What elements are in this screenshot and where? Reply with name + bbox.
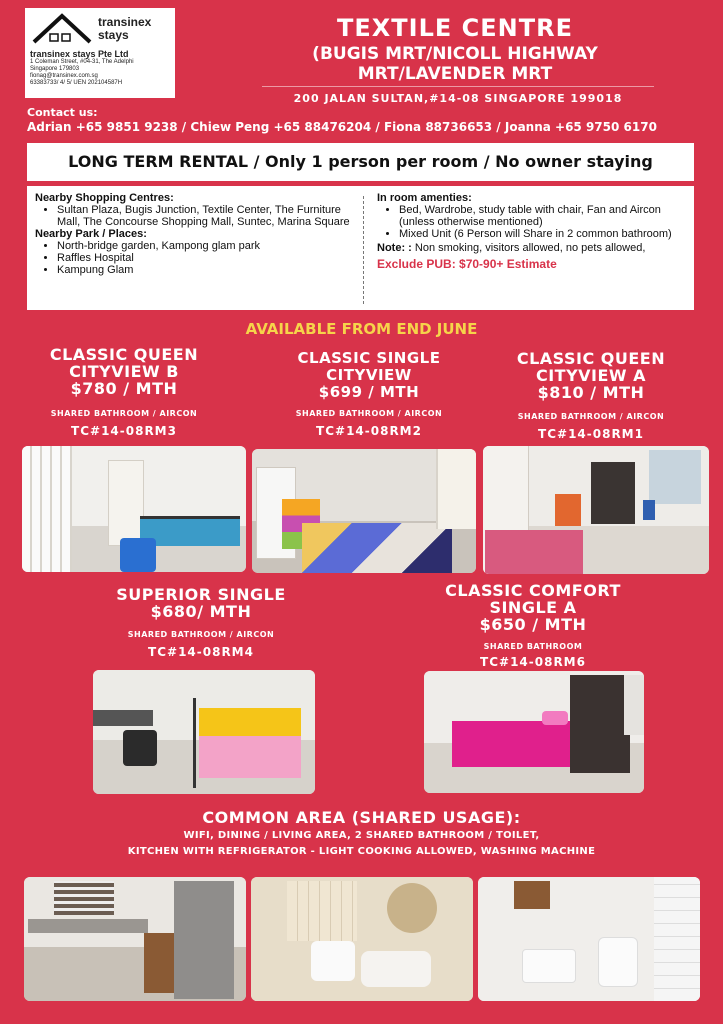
amenities-column (377, 192, 687, 271)
room-features: SHARED BATHROOM / AIRCON (517, 412, 665, 421)
room-photo (93, 670, 315, 794)
room-title: CLASSIC SINGLE CITYVIEW $699 / MTH (297, 349, 441, 401)
property-address: 200 JALAN SULTAN,#14-08 SINGAPORE 199018 (293, 92, 623, 105)
house-icon (30, 12, 94, 46)
room-code: TC#14-08RM6 (480, 655, 586, 669)
logo-address: 1 Coleman Street, #04-31, The Adelphi Singapore 179803 fionag@transinex.com.sg 63383733/ 4/ 5/ UEN 202104587H (30, 59, 134, 86)
kitchen-photo (24, 877, 246, 1001)
room-code: TC#14-08RM1 (538, 427, 644, 441)
room-title: CLASSIC COMFORT SINGLE A $650 / MTH (445, 581, 621, 634)
list-item: • Mixed Unit (6 Person will Share in 2 common bathroom) (399, 228, 687, 240)
room-photo (22, 446, 246, 572)
shopping-list (35, 204, 355, 228)
room-title: CLASSIC QUEEN CITYVIEW A $810 / MTH (516, 349, 666, 402)
bathroom-photo (251, 877, 473, 1001)
room-photo (252, 449, 476, 573)
list-item: • Raffles Hospital (57, 252, 355, 264)
room-features: SHARED BATHROOM / AIRCON (127, 630, 275, 639)
pub-estimate: Exclude PUB: $70-90+ Estimate (377, 257, 557, 271)
common-area-line-1: WIFI, DINING / LIVING AREA, 2 SHARED BATHROOM / TOILET, (183, 830, 540, 841)
room-code: TC#14-08RM4 (148, 645, 254, 659)
shopping-heading: Nearby Shopping Centres: (35, 192, 174, 204)
page-title: TEXTILE CENTRE (337, 14, 573, 42)
title-divider (262, 86, 654, 87)
list-item: • Bed, Wardrobe, study table with chair, Fan and Aircon (unless otherwise mentioned) (399, 204, 687, 228)
bathroom-photo (478, 877, 700, 1001)
common-area-line-2: KITCHEN WITH REFRIGERATOR - LIGHT COOKING ALLOWED, WASHING MACHINE (127, 846, 596, 857)
list-item: • Sultan Plaza, Bugis Junction, Textile Center, The Furniture Mall, The Concourse Shopping Mall, Suntec, Marina Square (57, 204, 355, 228)
room-features: SHARED BATHROOM (483, 642, 583, 651)
room-code: TC#14-08RM3 (71, 424, 177, 438)
contact-numbers: Adrian +65 9851 9238 / Chiew Peng +65 88476204 / Fiona 88736653 / Joanna +65 9750 6170 (27, 120, 657, 134)
common-area-heading: COMMON AREA (SHARED USAGE): (202, 808, 521, 827)
list-item: • Kampung Glam (57, 264, 355, 276)
logo-brand: transinex stays (98, 15, 152, 42)
availability-heading: AVAILABLE FROM END JUNE (245, 320, 478, 338)
rental-terms-banner: LONG TERM RENTAL / Only 1 person per room / No owner staying (27, 143, 694, 181)
logo-company-name: transinex stays Pte Ltd (30, 49, 129, 59)
note-text: Note: : Non smoking, visitors allowed, no pets allowed, (377, 242, 646, 254)
room-title: SUPERIOR SINGLE $680/ MTH (116, 585, 286, 621)
room-features: SHARED BATHROOM / AIRCON (295, 409, 443, 418)
contact-label: Contact us: (27, 106, 98, 119)
amenities-heading: In room amenties: (377, 192, 472, 204)
park-heading: Nearby Park / Places: (35, 228, 147, 240)
room-photo (483, 446, 709, 574)
page-subtitle-2: MRT/LAVENDER MRT (357, 64, 553, 84)
company-logo (25, 8, 175, 98)
page-subtitle-1: (BUGIS MRT/NICOLL HIGHWAY (312, 44, 598, 64)
nearby-column (35, 192, 355, 276)
info-panel (27, 186, 694, 310)
room-photo (424, 671, 644, 793)
amenities-list (377, 204, 687, 240)
room-code: TC#14-08RM2 (316, 424, 422, 438)
list-item: • North-bridge garden, Kampong glam park (57, 240, 355, 252)
room-features: SHARED BATHROOM / AIRCON (50, 409, 198, 418)
park-list (35, 240, 355, 276)
column-divider (363, 196, 364, 304)
room-title: CLASSIC QUEEN CITYVIEW B $780 / MTH (49, 345, 199, 398)
